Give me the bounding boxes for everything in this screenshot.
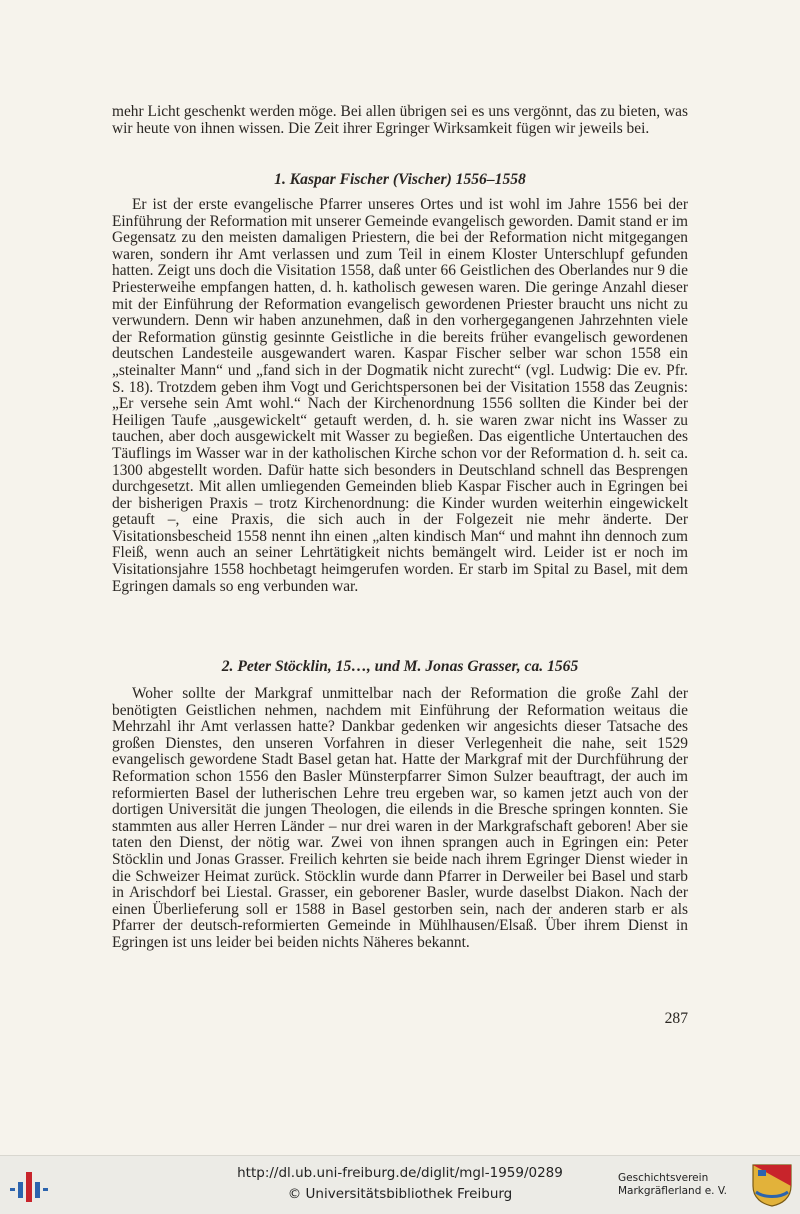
permalink-url[interactable]: http://dl.ub.uni-freiburg.de/diglit/mgl-1959/0289: [237, 1165, 563, 1181]
copyright-notice: © Universitätsbibliothek Freiburg: [287, 1186, 513, 1202]
intro-paragraph: mehr Licht geschenkt werden möge. Bei allen übrigen sei es uns vergönnt, das zu bieten, was wir heute von ihnen wissen. Die Zeit ihrer Egringer Wirksamkeit fügen wir jeweils bei.: [112, 103, 688, 137]
coat-of-arms-icon: [750, 1162, 794, 1208]
publisher-name: [618, 1172, 746, 1198]
page-number: 287: [664, 1010, 688, 1027]
viewer-footer: [0, 1155, 800, 1214]
publisher-name-line2: Markgräflerland e. V.: [618, 1185, 728, 1197]
section-body-stoecklin-grasser: Woher sollte der Markgraf unmittelbar nach der Reformation die große Zahl der benötigten Geistlichen nehmen, nachdem mit Einführung der Reformation weitaus die Mehrzahl ihr Amt verlassen hatte? Dankbar gedenken wir angesichts dieser Tatsache des großen Dienstes, den unseren Vorfahren in dieser Verlegenheit die nahe, seit 1529 evangelisch gewordene Stadt Basel getan hat. Hatte der Markgraf mit der Durchführung der Reformation schon 1556 den Basler Münsterpfarrer Simon Sulzer beauftragt, der auch im reformierten Basel der lutherischen Lehre treu ergeben war, so kamen jetzt auch von der dortigen Universität die jungen Theologen, die eilends in die Bresche springen konnten. Sie stammten aus aller Herren Länder – nur drei waren in der Markgrafschaft geboren! Aber sie taten den Dienst, der nötig war. Zwei von ihnen sprangen auch in Egringen ein: Peter Stöcklin und Jonas Grasser. Freilich kehrten sie beide nach ihrem Egringer Dienst wieder in die Schweizer Heimat zurück. Stöcklin wurde dann Pfarrer in Derweiler bei Basel und starb in Arischdorf bei Liestal. Grasser, ein geborener Basler, wurde daselbst Diakon. Nach der einen Überlieferung soll er 1588 in Basel gestorben sein, nach der anderen starb er als Pfarrer der deutsch-reformierten Gemeinde in Mühlhausen/Elsaß. Über ihrem Dienst in Egringen ist uns leider bei beiden nichts Näheres bekannt.: [112, 685, 688, 951]
publisher-name-line1: Geschichtsverein: [618, 1172, 709, 1184]
section-heading-stoecklin-grasser: 2. Peter Stöcklin, 15…, und M. Jonas Grasser, ca. 1565: [221, 658, 579, 675]
section-heading-kaspar-fischer: 1. Kaspar Fischer (Vischer) 1556–1558: [274, 171, 526, 188]
digital-library-logo-icon[interactable]: [8, 1170, 52, 1204]
section-body-kaspar-fischer: Er ist der erste evangelische Pfarrer unseres Ortes und ist wohl im Jahre 1556 bei der Einführung der Reformation mit unserer Gemeinde evangelisch geworden. Damit stand er im Gegensatz zu den meisten damaligen Priestern, die bei der Reformation nicht mitgegangen waren, sondern ihr Amt verlassen und zum Teil in einem Kloster Unterschlupf gefunden hatten. Zeigt uns doch die Visitation 1558, daß unter 66 Geistlichen des Oberlandes nur 9 die Priesterweihe empfangen hatten, d. h. katholisch gewesen waren. Die geringe Anzahl dieser mit der Einführung der Reformation evangelisch gewordenen Priester braucht uns nicht zu verwundern. Denn wir haben anzunehmen, daß in den vorhergegangenen Jahrzehnten viele der Reformation günstig gesinnte Geistliche in die bereits früher evangelisch gewordenen deutschen Landesteile ausgewandert waren. Kaspar Fischer selber war schon 1558 ein „steinalter Mann“ und „fand sich in der Dogmatik nicht zurecht“ (vgl. Ludwig: Die ev. Pfr. S. 18). Trotzdem geben ihm Vogt und Gerichtspersonen bei der Visitation 1558 das Zeugnis: „Er versehe sein Amt wohl.“ Nach der Kirchenordnung 1556 sollten die Kinder bei der Heiligen Taufe „ausgewickelt“ getauft werden, d. h. sie waren zwar nicht ins Wasser zu tauchen, aber doch ausgewickelt mit Wasser zu begießen. Das eigentliche Untertauchen des Täuflings im Wasser war in der katholischen Kirche schon vor der Reformation d. h. seit ca. 1300 abgestellt worden. Dafür hatte sich besonders in Deutschland schnell das Besprengen durchgesetzt. Mit allen umliegenden Gemeinden blieb Kaspar Fischer auch in Egringen bei der bisherigen Praxis – trotz Kirchenordnung: die Kinder wurden weiterhin eingewickelt getauft –, eine Praxis, die sich auch in der Folgezeit nie mehr änderte. Der Visitationsbescheid 1558 nennt ihn einen „alten kindisch Man“ und mahnt ihn dennoch zum Fleiß, wenn auch an seiner Lehrtätigkeit nichts bemängelt wird. Leider ist er noch im Visitationsjahre 1558 hochbetagt heimgerufen worden. Er starb im Spital zu Basel, mit dem Egringen damals so eng verbunden war.: [112, 196, 688, 595]
